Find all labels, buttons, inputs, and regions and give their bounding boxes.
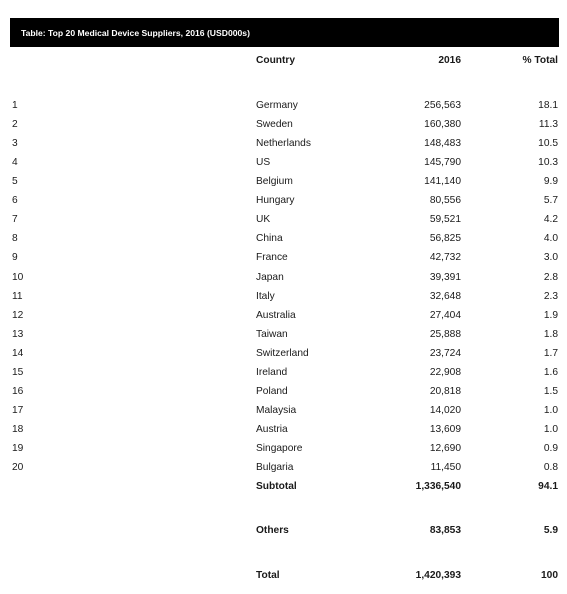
rank-cell: 9 <box>12 252 18 264</box>
value-cell: 12,690 <box>429 442 461 454</box>
pct-cell: 0.8 <box>543 461 558 473</box>
country-cell: UK <box>256 214 271 226</box>
pct-cell: 10.3 <box>538 157 558 169</box>
rank-cell: 11 <box>12 290 23 302</box>
value-cell: 25,888 <box>429 328 461 340</box>
pct-cell: 5.7 <box>543 195 558 207</box>
subtotal-value: 1,336,540 <box>415 481 461 492</box>
rank-cell: 3 <box>12 138 18 150</box>
rank-cell: 10 <box>12 271 24 283</box>
others-label: Others <box>256 525 289 536</box>
country-cell: Sweden <box>256 119 293 130</box>
pct-cell: 1.0 <box>543 423 558 435</box>
country-cell: Netherlands <box>256 138 311 150</box>
rank-cell: 6 <box>12 195 18 207</box>
rank-cell: 17 <box>12 404 24 416</box>
country-cell: France <box>256 252 288 264</box>
value-cell: 32,648 <box>429 290 461 302</box>
rank-cell: 15 <box>12 366 24 378</box>
value-cell: 141,140 <box>424 176 461 188</box>
rank-cell: 12 <box>12 309 24 321</box>
pct-cell: 1.5 <box>543 385 558 397</box>
header-2016: 2016 <box>438 55 461 66</box>
country-cell: Ireland <box>256 366 288 378</box>
total-value: 1,420,393 <box>415 570 461 581</box>
country-cell: Bulgaria <box>256 461 294 473</box>
pct-cell: 10.5 <box>538 138 558 150</box>
subtotal-label: Subtotal <box>256 481 297 492</box>
country-cell: Austria <box>256 423 288 435</box>
rank-cell: 19 <box>12 442 24 454</box>
subtotal-pct: 94.1 <box>538 481 558 492</box>
pct-cell: 2.3 <box>543 290 558 302</box>
value-cell: 42,732 <box>429 252 461 264</box>
others-pct: 5.9 <box>543 525 558 536</box>
rank-cell: 8 <box>12 233 18 245</box>
pct-cell: 1.9 <box>543 309 558 321</box>
pct-cell: 11.3 <box>538 119 558 130</box>
value-cell: 27,404 <box>429 309 461 321</box>
country-cell: Malaysia <box>256 404 297 416</box>
country-cell: Hungary <box>256 195 295 207</box>
header-pct-total: % Total <box>522 55 558 66</box>
country-cell: Poland <box>256 385 288 397</box>
pct-cell: 3.0 <box>543 252 558 264</box>
pct-cell: 1.7 <box>543 347 558 359</box>
country-cell: Switzerland <box>256 347 309 359</box>
country-cell: China <box>256 233 283 245</box>
rank-cell: 1 <box>12 100 18 111</box>
pct-cell: 0.9 <box>543 442 558 454</box>
pct-cell: 4.2 <box>543 214 558 226</box>
rank-cell: 4 <box>12 157 18 169</box>
pct-cell: 4.0 <box>543 233 558 245</box>
value-cell: 145,790 <box>424 157 461 169</box>
rank-cell: 5 <box>12 176 18 188</box>
rank-cell: 13 <box>12 328 24 340</box>
header-country: Country <box>256 55 296 66</box>
value-cell: 23,724 <box>429 347 461 359</box>
rank-cell: 20 <box>12 461 24 473</box>
table-title-bar <box>10 18 559 47</box>
total-label: Total <box>256 570 280 581</box>
total-pct: 100 <box>541 570 558 581</box>
rank-cell: 16 <box>12 385 24 397</box>
country-cell: Italy <box>256 290 275 302</box>
rank-cell: 7 <box>12 214 18 226</box>
others-value: 83,853 <box>429 525 461 536</box>
country-cell: Belgium <box>256 176 293 188</box>
pct-cell: 1.8 <box>543 328 558 340</box>
value-cell: 14,020 <box>429 404 461 416</box>
rank-cell: 2 <box>12 119 18 130</box>
pct-cell: 2.8 <box>543 271 558 283</box>
country-cell: Singapore <box>256 442 303 454</box>
value-cell: 256,563 <box>424 100 461 111</box>
value-cell: 80,556 <box>429 195 461 207</box>
value-cell: 59,521 <box>429 214 461 226</box>
value-cell: 20,818 <box>429 385 461 397</box>
rank-cell: 14 <box>12 347 24 359</box>
country-cell: Australia <box>256 309 296 321</box>
country-cell: Germany <box>256 100 298 111</box>
pct-cell: 18.1 <box>538 100 558 111</box>
value-cell: 22,908 <box>429 366 461 378</box>
rank-cell: 18 <box>12 423 24 435</box>
value-cell: 13,609 <box>429 423 461 435</box>
value-cell: 160,380 <box>424 119 461 130</box>
value-cell: 39,391 <box>429 271 461 283</box>
pct-cell: 1.6 <box>543 366 558 378</box>
pct-cell: 9.9 <box>543 176 558 188</box>
country-cell: US <box>256 157 271 169</box>
pct-cell: 1.0 <box>543 404 558 416</box>
value-cell: 148,483 <box>424 138 461 150</box>
country-cell: Taiwan <box>256 328 288 340</box>
value-cell: 11,450 <box>430 461 461 473</box>
value-cell: 56,825 <box>429 233 461 245</box>
country-cell: Japan <box>256 271 284 283</box>
table-title: Table: Top 20 Medical Device Suppliers, 2016 (USD000s) <box>21 28 250 38</box>
